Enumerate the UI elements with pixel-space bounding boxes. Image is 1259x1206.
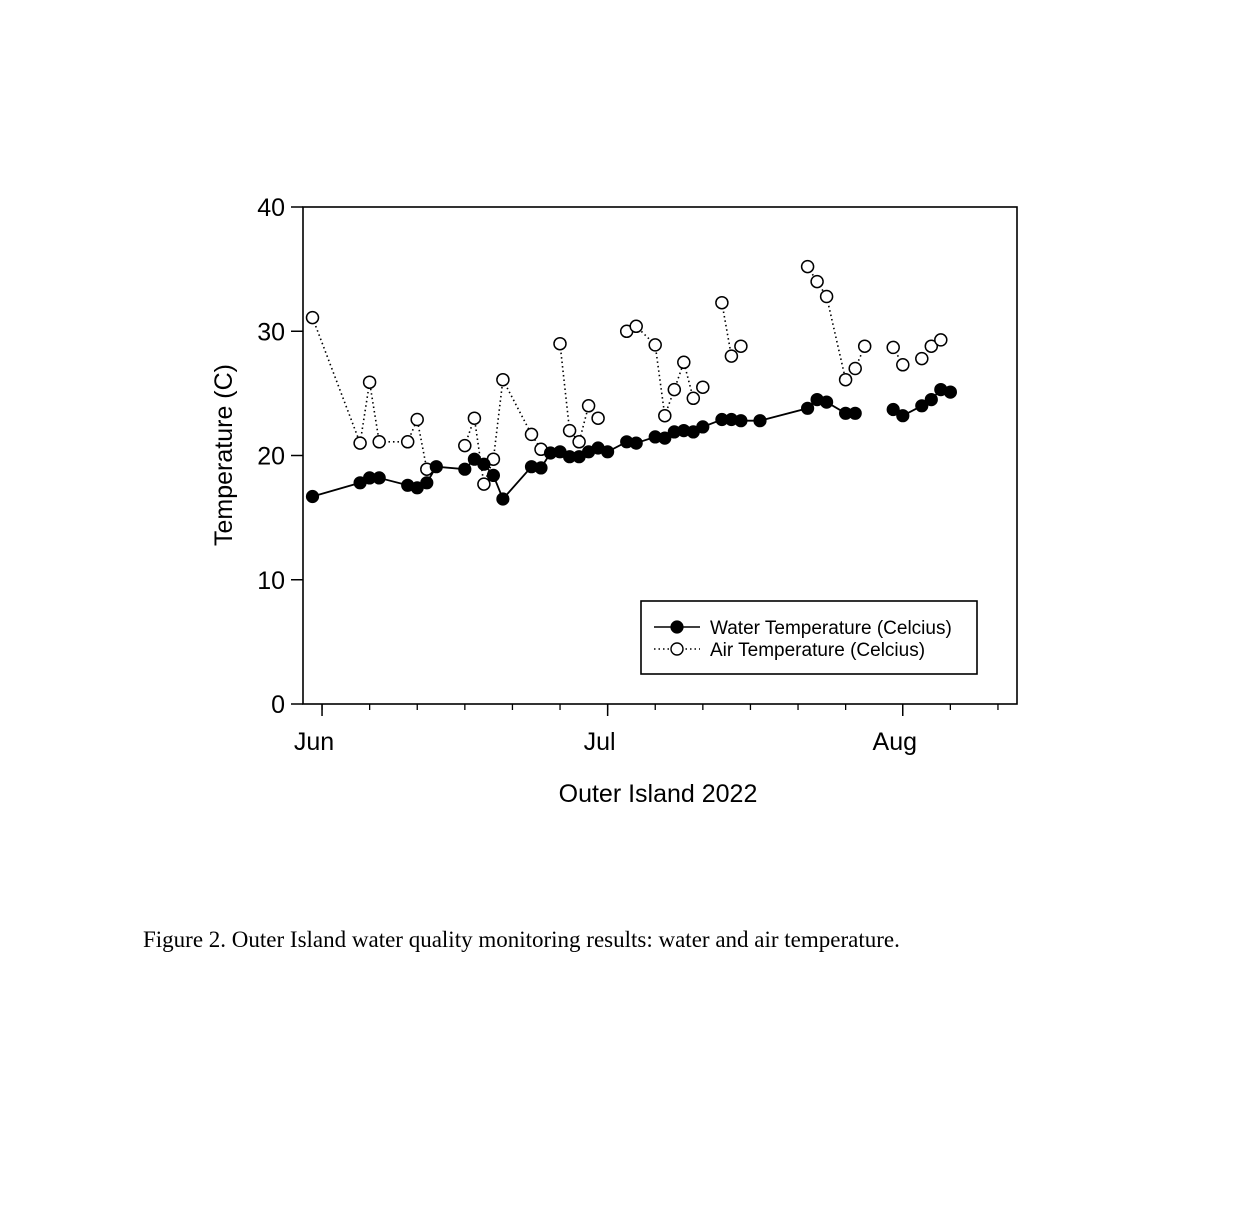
water-data-point bbox=[735, 415, 747, 427]
x-tick-label: Jul bbox=[583, 728, 616, 756]
water-data-point bbox=[373, 472, 385, 484]
water-data-point bbox=[307, 491, 319, 503]
air-data-point bbox=[630, 320, 642, 332]
air-data-point bbox=[840, 374, 852, 386]
y-tick-label: 10 bbox=[257, 566, 285, 595]
legend-air-label: Air Temperature (Celcius) bbox=[710, 640, 926, 661]
air-data-point bbox=[811, 276, 823, 288]
air-data-point bbox=[354, 437, 366, 449]
water-data-point bbox=[925, 394, 937, 406]
x-tick-label: Jun bbox=[293, 728, 335, 756]
air-data-point bbox=[364, 376, 376, 388]
air-data-point bbox=[678, 356, 690, 368]
air-data-point bbox=[668, 384, 680, 396]
y-axis-title: Temperature (C) bbox=[210, 364, 238, 546]
air-data-point bbox=[526, 428, 538, 440]
water-data-point bbox=[497, 493, 509, 505]
y-tick-label: 40 bbox=[257, 194, 285, 222]
air-data-point bbox=[564, 425, 576, 437]
water-data-point bbox=[754, 415, 766, 427]
air-data-point bbox=[916, 353, 928, 365]
water-data-point bbox=[849, 407, 861, 419]
air-data-point bbox=[897, 359, 909, 371]
y-tick-label: 30 bbox=[257, 318, 285, 347]
y-tick-label: 0 bbox=[271, 691, 285, 719]
water-data-point bbox=[630, 437, 642, 449]
legend-water-label: Water Temperature (Celcius) bbox=[710, 618, 952, 639]
air-data-point bbox=[573, 436, 585, 448]
air-data-point bbox=[887, 341, 899, 353]
air-data-point bbox=[659, 410, 671, 422]
air-data-point bbox=[735, 340, 747, 352]
water-data-point bbox=[535, 462, 547, 474]
water-data-point bbox=[821, 396, 833, 408]
x-axis bbox=[294, 704, 998, 756]
water-data-point bbox=[802, 402, 814, 414]
air-data-point bbox=[716, 297, 728, 309]
air-data-point bbox=[411, 414, 423, 426]
water-data-point bbox=[487, 469, 499, 481]
air-data-point bbox=[497, 374, 509, 386]
air-data-point bbox=[849, 363, 861, 375]
y-tick-label: 20 bbox=[257, 442, 285, 471]
water-data-point bbox=[944, 386, 956, 398]
legend bbox=[641, 601, 977, 674]
series-air-temperature bbox=[307, 261, 947, 491]
air-data-point bbox=[649, 339, 661, 351]
air-data-point bbox=[373, 436, 385, 448]
air-data-point bbox=[725, 350, 737, 362]
water-data-point bbox=[459, 463, 471, 475]
legend-air-marker bbox=[671, 643, 683, 655]
air-data-point bbox=[859, 340, 871, 352]
x-axis-title: Outer Island 2022 bbox=[558, 780, 758, 808]
air-data-point bbox=[935, 334, 947, 346]
air-data-point bbox=[697, 381, 709, 393]
air-data-point bbox=[802, 261, 814, 273]
water-data-point bbox=[897, 410, 909, 422]
water-data-point bbox=[421, 477, 433, 489]
air-data-point bbox=[821, 291, 833, 303]
water-data-point bbox=[430, 461, 442, 473]
water-data-point bbox=[602, 446, 614, 458]
air-data-point bbox=[468, 412, 480, 424]
air-data-point bbox=[554, 338, 566, 350]
series-layer bbox=[307, 261, 957, 505]
air-data-point bbox=[687, 392, 699, 404]
air-data-point bbox=[592, 412, 604, 424]
figure-caption: Figure 2. Outer Island water quality monitoring results: water and air temperature. bbox=[143, 927, 900, 952]
air-data-point bbox=[402, 436, 414, 448]
air-data-point bbox=[583, 400, 595, 412]
water-data-point bbox=[697, 421, 709, 433]
air-data-point bbox=[307, 312, 319, 324]
legend-water-marker bbox=[671, 621, 683, 633]
air-data-point bbox=[478, 478, 490, 490]
water-data-point bbox=[478, 458, 490, 470]
y-axis bbox=[257, 194, 303, 719]
air-data-point bbox=[459, 440, 471, 452]
x-tick-label: Aug bbox=[872, 728, 918, 756]
